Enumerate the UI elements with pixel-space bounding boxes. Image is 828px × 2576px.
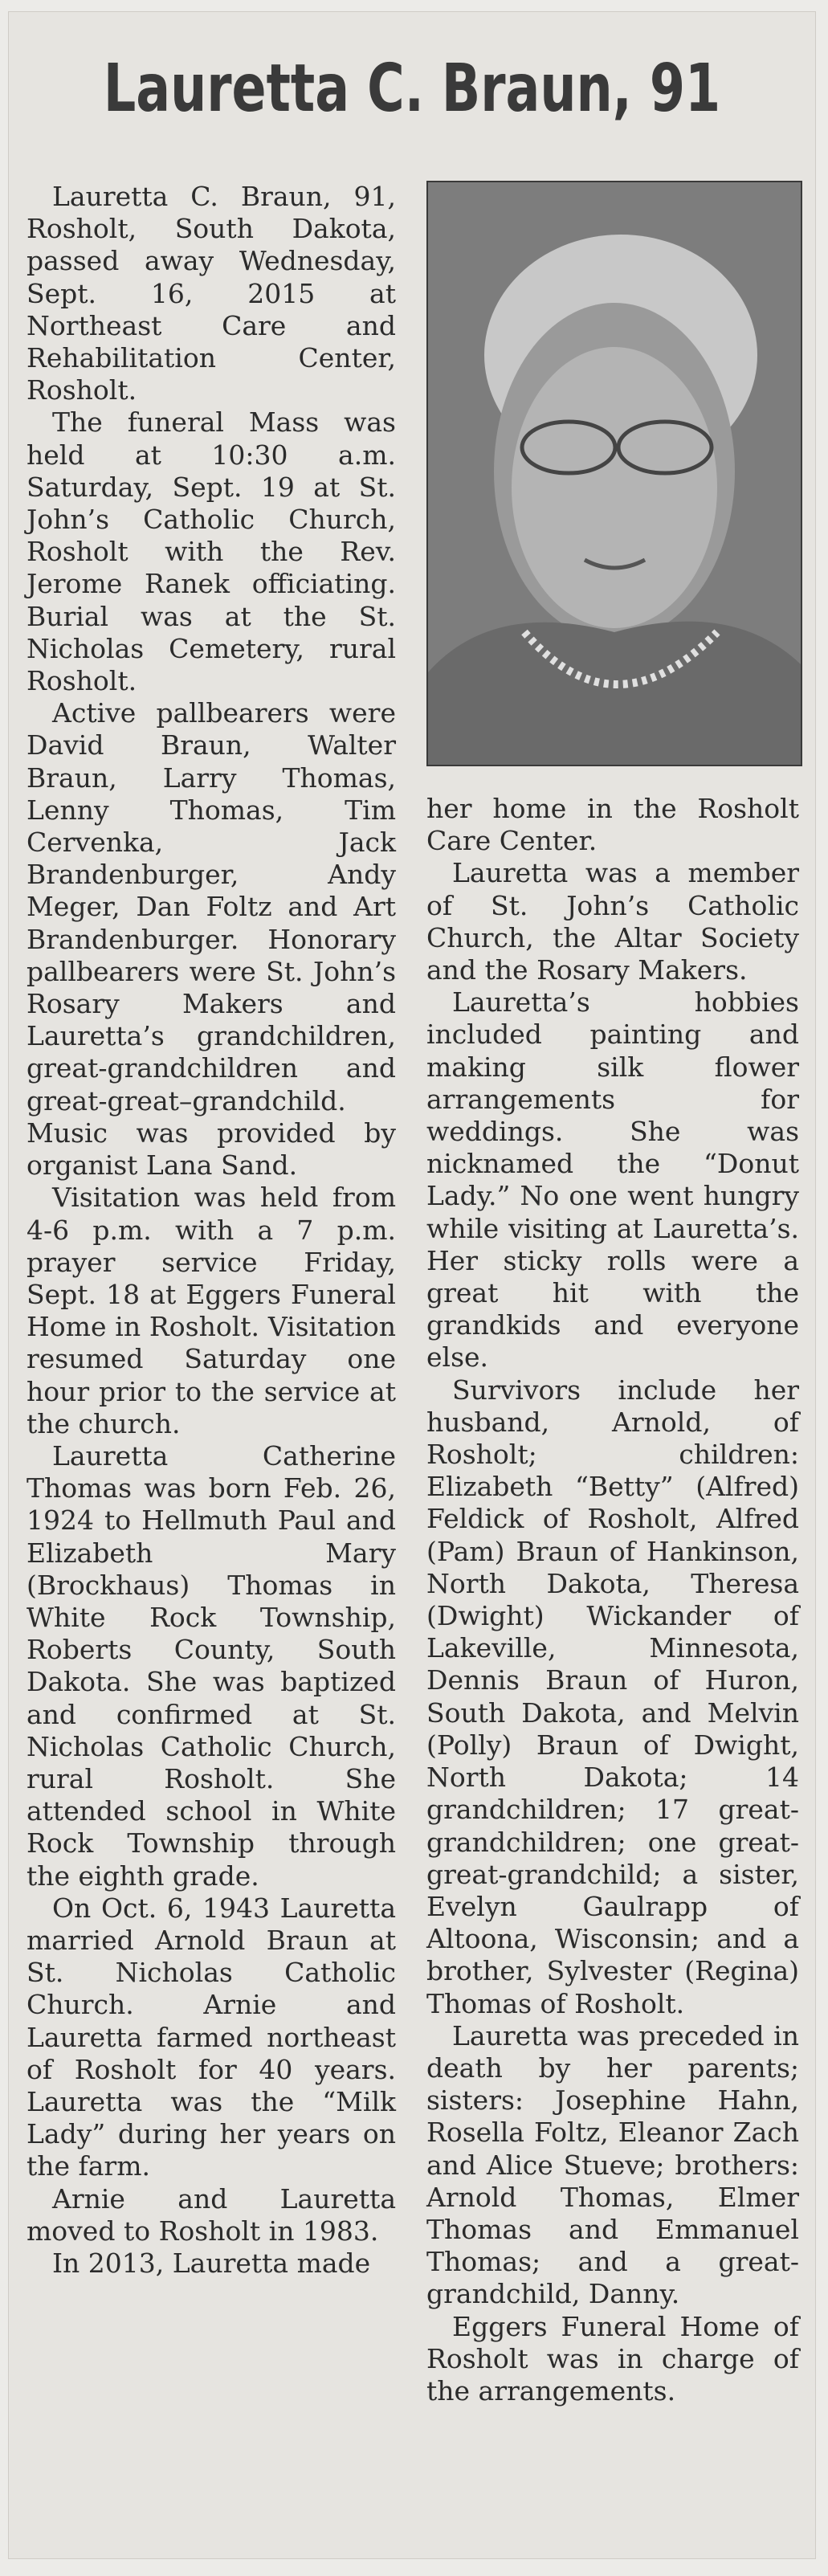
paragraph: The funeral Mass was held at 10:30 a.m. Saturday, Sept. 19 at St. John’s Catholic Church, Rosholt with the Rev. Jerome Ranek officiating. Burial was at the St. Nicholas Cemetery, rural Rosholt. [27, 406, 396, 697]
left-column [27, 181, 396, 2280]
paragraph: Arnie and Lauretta moved to Rosholt in 1983. [27, 2182, 396, 2247]
paragraph: Visitation was held from 4-6 p.m. with a 7 p.m. prayer service Friday, Sept. 18 at Eggers Funeral Home in Rosholt. Visitation resumed Saturday one hour prior to the service at the church. [27, 1182, 396, 1439]
right-column [426, 793, 799, 2407]
paragraph: Lauretta’s hobbies included painting and making silk flower arrangements for weddings. She was nicknamed the “Donut Lady.” No one went hungry while visiting at Lauretta’s. Her sticky rolls were a great hit with the grandkids and everyone else. [426, 986, 799, 1374]
paragraph: Active pallbearers were David Braun, Walter Braun, Larry Thomas, Lenny Thomas, Tim Cervenka, Jack Brandenburger, Andy Meger, Dan Foltz and Art Brandenburger. Honorary pallbearers were St. John’s Rosary Makers and Lauretta’s grandchildren, great-grandchildren and great-great–grandchild. Music was provided by organist Lana Sand. [27, 697, 396, 1182]
portrait-icon [428, 182, 801, 765]
paragraph: Survivors include her husband, Arnold, of Rosholt; children: Elizabeth “Betty” (Alfred) Feldick of Rosholt, Alfred (Pam) Braun of Hankinson, North Dakota, Theresa (Dwight) Wickander of Lakeville, Minnesota, Dennis Braun of Huron, South Dakota, and Melvin (Polly) Braun of Dwight, North Dakota; 14 grandchildren; 17 great-grandchildren; one great-great-grandchild; a sister, Evelyn Gaulrapp of Altoona, Wisconsin; and a brother, Sylvester (Regina) Thomas of Rosholt. [426, 1374, 799, 2019]
paragraph: Lauretta C. Braun, 91, Rosholt, South Dakota, passed away Wednesday, Sept. 16, 2015 at Northeast Care and Rehabilitation Center, Rosholt. [27, 181, 396, 406]
portrait-photo [426, 181, 802, 766]
paragraph: Eggers Funeral Home of Rosholt was in charge of the arrangements. [426, 2310, 799, 2407]
paragraph: On Oct. 6, 1943 Lauretta married Arnold Braun at St. Nicholas Catholic Church. Arnie and Lauretta farmed northeast of Rosholt for 40 years. Lauretta was the “Milk Lady” during her years on the farm. [27, 1892, 396, 2182]
paragraph: In 2013, Lauretta made [52, 2247, 371, 2279]
paragraph: Lauretta Catherine Thomas was born Feb. 26, 1924 to Hellmuth Paul and Elizabeth Mary (Brockhaus) Thomas in White Rock Township, Roberts County, South Dakota. She was baptized and confirmed at St. Nicholas Catholic Church, rural Rosholt. She attended school in White Rock Township through the eighth grade. [27, 1439, 396, 1892]
paragraph: Lauretta was a member of St. John’s Catholic Church, the Altar Society and the Rosary Makers. [426, 857, 799, 986]
paragraph: her home in the Rosholt Care Center. [426, 793, 799, 857]
headline: Lauretta C. Braun, 91 [103, 51, 721, 127]
paragraph: Lauretta was preceded in death by her parents; sisters: Josephine Hahn, Rosella Foltz, Eleanor Zach and Alice Stueve; brothers: Arnold Thomas, Elmer Thomas and Emmanuel Thomas; and a great-grandchild, Danny. [426, 2019, 799, 2310]
newspaper-clipping [8, 11, 816, 2559]
